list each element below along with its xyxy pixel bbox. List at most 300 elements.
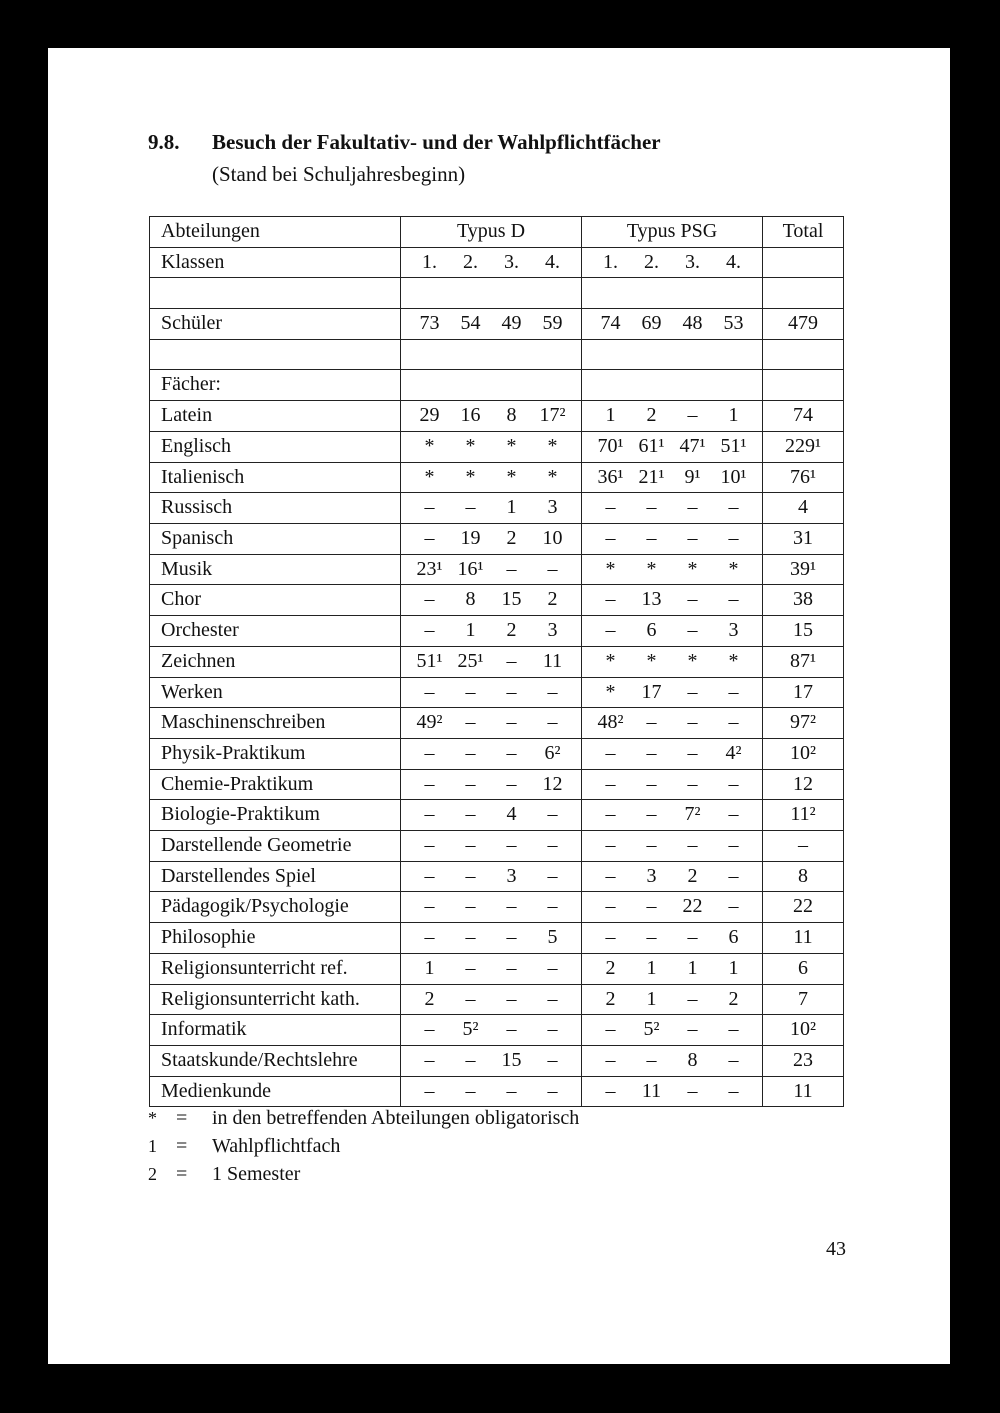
value-cell: 53: [723, 312, 744, 335]
subject-label: Englisch: [150, 431, 401, 462]
value-cell: 23¹: [416, 557, 443, 580]
value-cell: *: [728, 557, 739, 580]
total-cell: 87¹: [763, 646, 844, 677]
section-subtitle: (Stand bei Schuljahresbeginn): [212, 162, 466, 186]
value-cell: *: [424, 434, 435, 457]
value-cell: *: [506, 434, 517, 457]
total-cell: 31: [763, 524, 844, 555]
total-cell: 10²: [763, 738, 844, 769]
value-cell: –: [605, 1018, 616, 1041]
value-cell: 70¹: [597, 434, 624, 457]
subject-label: Spanisch: [150, 524, 401, 555]
value-cell: 54: [460, 312, 481, 335]
typus-d-values: [401, 769, 582, 800]
table-row: [150, 1015, 844, 1046]
subject-label: Staatskunde/Rechtslehre: [150, 1045, 401, 1076]
spacer-cell: [763, 339, 844, 370]
value-cell: 36¹: [597, 465, 624, 488]
value-cell: 2: [687, 864, 698, 887]
footnote: [148, 1132, 579, 1160]
footnote-text: Wahlpflichtfach: [212, 1135, 341, 1157]
footnote-text: 1 Semester: [212, 1163, 301, 1185]
total-cell: 10²: [763, 1015, 844, 1046]
total-cell: 74: [763, 401, 844, 432]
value-cell: 8: [687, 1048, 698, 1071]
section-title: Besuch der Fakultativ- und der Wahlpflichtfächer: [212, 130, 661, 154]
table-row: [150, 1076, 844, 1107]
value-cell: –: [687, 404, 698, 427]
value-cell: –: [687, 527, 698, 549]
value-cell: –: [465, 772, 476, 795]
value-cell: –: [687, 680, 698, 703]
footnote-text: in den betreffenden Abteilungen obligatorisch: [212, 1107, 580, 1129]
table-row: [150, 401, 844, 432]
value-cell: 2: [506, 527, 517, 549]
table-row: [150, 462, 844, 493]
footnote-symbol: *: [148, 1108, 157, 1128]
value-cell: –: [424, 680, 435, 703]
class-cell: 1.: [422, 250, 437, 273]
value-cell: 2: [547, 588, 558, 611]
value-cell: *: [424, 465, 435, 488]
table-row: [150, 677, 844, 708]
typus-d-values: [401, 585, 582, 616]
value-cell: –: [547, 803, 558, 826]
value-cell: –: [506, 557, 517, 580]
value-cell: –: [465, 711, 476, 734]
value-cell: –: [646, 803, 657, 826]
value-cell: –: [687, 588, 698, 611]
value-cell: 3: [547, 496, 558, 519]
value-cell: –: [605, 1048, 616, 1071]
value-cell: –: [605, 772, 616, 795]
subject-label: Italienisch: [150, 462, 401, 493]
table-row: [150, 431, 844, 462]
total-cell: 15: [763, 616, 844, 647]
value-cell: 11: [641, 1079, 662, 1102]
document-page: [48, 48, 950, 1364]
value-cell: –: [506, 895, 517, 918]
value-cell: 2: [605, 956, 616, 979]
value-cell: –: [728, 772, 739, 795]
value-cell: 22: [682, 895, 703, 918]
value-cell: –: [547, 557, 558, 580]
table-row: [150, 861, 844, 892]
value-cell: *: [646, 649, 657, 672]
value-cell: –: [605, 1079, 616, 1102]
total-cell: 8: [763, 861, 844, 892]
spacer-cell: [582, 339, 763, 370]
header-row-groups: [150, 217, 844, 248]
table-row: [150, 953, 844, 984]
value-cell: 2: [728, 987, 739, 1010]
value-cell: 5²: [643, 1018, 660, 1041]
spacer-cell: [150, 278, 401, 309]
value-cell: 1: [728, 956, 739, 979]
value-cell: –: [547, 711, 558, 734]
class-cell: 3.: [504, 250, 519, 273]
value-cell: *: [605, 680, 616, 703]
typus-d-values: [401, 431, 582, 462]
value-cell: 5²: [462, 1018, 479, 1041]
empty-cell: [582, 370, 763, 401]
subject-label: Darstellendes Spiel: [150, 861, 401, 892]
typus-psg-values: [582, 677, 763, 708]
table-row: [150, 554, 844, 585]
value-cell: 4²: [725, 741, 742, 764]
value-cell: *: [605, 557, 616, 580]
typus-d-values: [401, 923, 582, 954]
spacer-cell: [401, 278, 582, 309]
classes-total: [763, 247, 844, 278]
subject-label: Pädagogik/Psychologie: [150, 892, 401, 923]
value-cell: –: [424, 619, 435, 642]
value-cell: –: [687, 926, 698, 949]
value-cell: –: [547, 987, 558, 1010]
subject-label: Russisch: [150, 493, 401, 524]
class-cell: 1.: [603, 250, 618, 273]
table-row: [150, 616, 844, 647]
typus-psg-values: [582, 861, 763, 892]
typus-psg-values: [582, 401, 763, 432]
value-cell: –: [547, 1079, 558, 1102]
total-cell: 4: [763, 493, 844, 524]
value-cell: 1: [687, 956, 698, 979]
value-cell: –: [687, 1079, 698, 1102]
value-cell: –: [465, 864, 476, 887]
total-cell: 17: [763, 677, 844, 708]
value-cell: *: [547, 465, 558, 488]
value-cell: 1: [646, 956, 657, 979]
value-cell: 2: [424, 987, 435, 1010]
value-cell: 51¹: [416, 649, 443, 672]
value-cell: 19: [460, 527, 481, 549]
typus-d-values: [401, 677, 582, 708]
typus-psg-values: [582, 524, 763, 555]
value-cell: 21¹: [638, 465, 665, 488]
value-cell: *: [465, 434, 476, 457]
footnote-eq: =: [176, 1163, 188, 1185]
value-cell: –: [465, 1079, 476, 1102]
typus-psg-values: [582, 831, 763, 862]
value-cell: 2: [506, 619, 517, 642]
value-cell: –: [605, 741, 616, 764]
typus-psg-values: [582, 738, 763, 769]
value-cell: –: [465, 680, 476, 703]
classes-psg: [582, 247, 763, 278]
table-row: [150, 585, 844, 616]
footnotes: [148, 1104, 579, 1188]
subject-label: Philosophie: [150, 923, 401, 954]
value-cell: 8: [506, 404, 517, 427]
value-cell: –: [506, 772, 517, 795]
value-cell: 13: [641, 588, 662, 611]
value-cell: 1: [728, 404, 739, 427]
typus-d-values: [401, 401, 582, 432]
total-cell: 7: [763, 984, 844, 1015]
typus-d-values: [401, 1045, 582, 1076]
spacer-cell: [582, 278, 763, 309]
value-cell: –: [687, 1018, 698, 1041]
class-cell: 4.: [726, 250, 741, 273]
subjects-table: [149, 216, 844, 1107]
spacer-row: [150, 278, 844, 309]
value-cell: –: [646, 772, 657, 795]
value-cell: –: [465, 834, 476, 857]
typus-psg-values: [582, 585, 763, 616]
value-cell: –: [687, 772, 698, 795]
total-cell: 6: [763, 953, 844, 984]
value-cell: *: [687, 649, 698, 672]
typus-psg-values: [582, 431, 763, 462]
typus-d-values: [401, 616, 582, 647]
value-cell: 17: [641, 680, 662, 703]
header-row-classes: [150, 247, 844, 278]
value-cell: 9¹: [684, 465, 701, 488]
value-cell: –: [605, 834, 616, 857]
value-cell: –: [424, 803, 435, 826]
total-cell: 12: [763, 769, 844, 800]
value-cell: *: [506, 465, 517, 488]
value-cell: 15: [501, 1048, 522, 1071]
value-cell: –: [728, 895, 739, 918]
typus-d-values: [401, 984, 582, 1015]
header-klassen: Klassen: [150, 247, 401, 278]
value-cell: –: [465, 956, 476, 979]
typus-d-values: [401, 524, 582, 555]
value-cell: –: [687, 619, 698, 642]
value-cell: 59: [542, 312, 563, 335]
value-cell: –: [728, 680, 739, 703]
value-cell: 29: [419, 404, 440, 427]
value-cell: *: [605, 649, 616, 672]
typus-psg-values: [582, 1045, 763, 1076]
value-cell: –: [547, 680, 558, 703]
subject-label: Darstellende Geometrie: [150, 831, 401, 862]
table-row: [150, 524, 844, 555]
value-cell: –: [728, 1048, 739, 1071]
value-cell: –: [465, 496, 476, 519]
value-cell: 1: [605, 404, 616, 427]
value-cell: –: [506, 834, 517, 857]
typus-d-values: [401, 953, 582, 984]
typus-d-values: [401, 646, 582, 677]
value-cell: 1: [465, 619, 476, 642]
total-cell: 11²: [763, 800, 844, 831]
value-cell: 16: [460, 404, 481, 427]
value-cell: –: [424, 496, 435, 519]
subject-label: Chor: [150, 585, 401, 616]
table-row: [150, 646, 844, 677]
value-cell: –: [424, 741, 435, 764]
typus-d-values: [401, 462, 582, 493]
typus-psg-values: [582, 984, 763, 1015]
value-cell: *: [728, 649, 739, 672]
classes-d: [401, 247, 582, 278]
value-cell: –: [605, 527, 616, 549]
typus-d-values: [401, 861, 582, 892]
value-cell: 74: [600, 312, 621, 335]
total-cell: 11: [763, 923, 844, 954]
schueler-label: Schüler: [150, 309, 401, 340]
value-cell: –: [646, 741, 657, 764]
table-row: [150, 892, 844, 923]
typus-psg-values: [582, 646, 763, 677]
class-cell: 2.: [644, 250, 659, 273]
typus-d-values: [401, 1015, 582, 1046]
value-cell: –: [424, 1018, 435, 1041]
value-cell: 2: [605, 987, 616, 1010]
value-cell: –: [646, 711, 657, 734]
table-row: [150, 1045, 844, 1076]
value-cell: –: [506, 711, 517, 734]
typus-d-values: [401, 708, 582, 739]
typus-psg-values: [582, 1076, 763, 1107]
footnote-eq: =: [176, 1135, 188, 1157]
value-cell: –: [506, 649, 517, 672]
spacer-cell: [401, 339, 582, 370]
value-cell: –: [547, 1018, 558, 1041]
total-cell: 76¹: [763, 462, 844, 493]
value-cell: 10¹: [720, 465, 747, 488]
value-cell: 49²: [416, 711, 443, 734]
subject-label: Musik: [150, 554, 401, 585]
typus-psg-values: [582, 800, 763, 831]
schueler-psg: [582, 309, 763, 340]
value-cell: –: [646, 834, 657, 857]
subject-label: Zeichnen: [150, 646, 401, 677]
value-cell: –: [506, 956, 517, 979]
value-cell: 49: [501, 312, 522, 335]
value-cell: –: [646, 527, 657, 549]
typus-psg-values: [582, 892, 763, 923]
typus-psg-values: [582, 1015, 763, 1046]
value-cell: –: [687, 834, 698, 857]
table-row: [150, 923, 844, 954]
value-cell: 15: [501, 588, 522, 611]
schueler-total: 479: [763, 309, 844, 340]
table-row: [150, 493, 844, 524]
header-abteilungen: Abteilungen: [150, 217, 401, 248]
value-cell: –: [424, 864, 435, 887]
typus-d-values: [401, 493, 582, 524]
typus-psg-values: [582, 953, 763, 984]
value-cell: 1: [424, 956, 435, 979]
value-cell: –: [424, 1048, 435, 1071]
subject-label: Biologie-Praktikum: [150, 800, 401, 831]
value-cell: –: [506, 1018, 517, 1041]
value-cell: *: [465, 465, 476, 488]
value-cell: –: [465, 926, 476, 949]
typus-d-values: [401, 554, 582, 585]
spacer-cell: [763, 278, 844, 309]
value-cell: –: [424, 527, 435, 549]
value-cell: *: [646, 557, 657, 580]
value-cell: –: [728, 496, 739, 519]
value-cell: 17²: [539, 404, 566, 427]
table-row: [150, 769, 844, 800]
value-cell: –: [687, 987, 698, 1010]
value-cell: –: [646, 1048, 657, 1071]
value-cell: –: [605, 588, 616, 611]
value-cell: 6²: [544, 741, 561, 764]
value-cell: 7²: [684, 803, 701, 826]
total-cell: 38: [763, 585, 844, 616]
subject-label: Religionsunterricht ref.: [150, 953, 401, 984]
schueler-row: [150, 309, 844, 340]
header-total: Total: [763, 217, 844, 248]
value-cell: –: [506, 1079, 517, 1102]
table-row: [150, 708, 844, 739]
table-row: [150, 800, 844, 831]
value-cell: 6: [646, 619, 657, 642]
subject-label: Medienkunde: [150, 1076, 401, 1107]
spacer-cell: [150, 339, 401, 370]
value-cell: 3: [728, 619, 739, 642]
value-cell: 51¹: [720, 434, 747, 457]
value-cell: 3: [506, 864, 517, 887]
value-cell: –: [506, 926, 517, 949]
value-cell: *: [547, 434, 558, 457]
footnote: [148, 1160, 579, 1188]
typus-psg-values: [582, 554, 763, 585]
value-cell: –: [728, 864, 739, 887]
footnote-eq: =: [176, 1107, 188, 1129]
header-typus-d: Typus D: [401, 217, 582, 248]
faecher-label: Fächer:: [150, 370, 401, 401]
value-cell: –: [728, 1079, 739, 1102]
value-cell: –: [547, 1048, 558, 1071]
typus-d-values: [401, 831, 582, 862]
value-cell: 1: [646, 987, 657, 1010]
class-cell: 3.: [685, 250, 700, 273]
typus-psg-values: [582, 769, 763, 800]
typus-d-values: [401, 800, 582, 831]
typus-psg-values: [582, 462, 763, 493]
value-cell: –: [547, 864, 558, 887]
value-cell: –: [424, 834, 435, 857]
typus-psg-values: [582, 493, 763, 524]
value-cell: –: [465, 741, 476, 764]
value-cell: 8: [465, 588, 476, 611]
value-cell: 25¹: [457, 649, 484, 672]
footnote: [148, 1104, 579, 1132]
value-cell: –: [728, 1018, 739, 1041]
total-cell: 22: [763, 892, 844, 923]
value-cell: –: [728, 527, 739, 549]
subject-label: Informatik: [150, 1015, 401, 1046]
table-row: [150, 738, 844, 769]
subject-label: Physik-Praktikum: [150, 738, 401, 769]
value-cell: –: [506, 680, 517, 703]
typus-d-values: [401, 1076, 582, 1107]
typus-psg-values: [582, 923, 763, 954]
value-cell: –: [424, 588, 435, 611]
page-number: 43: [826, 1238, 846, 1260]
value-cell: –: [728, 588, 739, 611]
value-cell: –: [728, 834, 739, 857]
subject-label: Orchester: [150, 616, 401, 647]
typus-d-values: [401, 738, 582, 769]
section-heading: [148, 130, 661, 155]
value-cell: –: [465, 803, 476, 826]
spacer-row: [150, 339, 844, 370]
class-cell: 2.: [463, 250, 478, 273]
subject-label: Chemie-Praktikum: [150, 769, 401, 800]
typus-psg-values: [582, 708, 763, 739]
class-cell: 4.: [545, 250, 560, 273]
total-cell: 23: [763, 1045, 844, 1076]
